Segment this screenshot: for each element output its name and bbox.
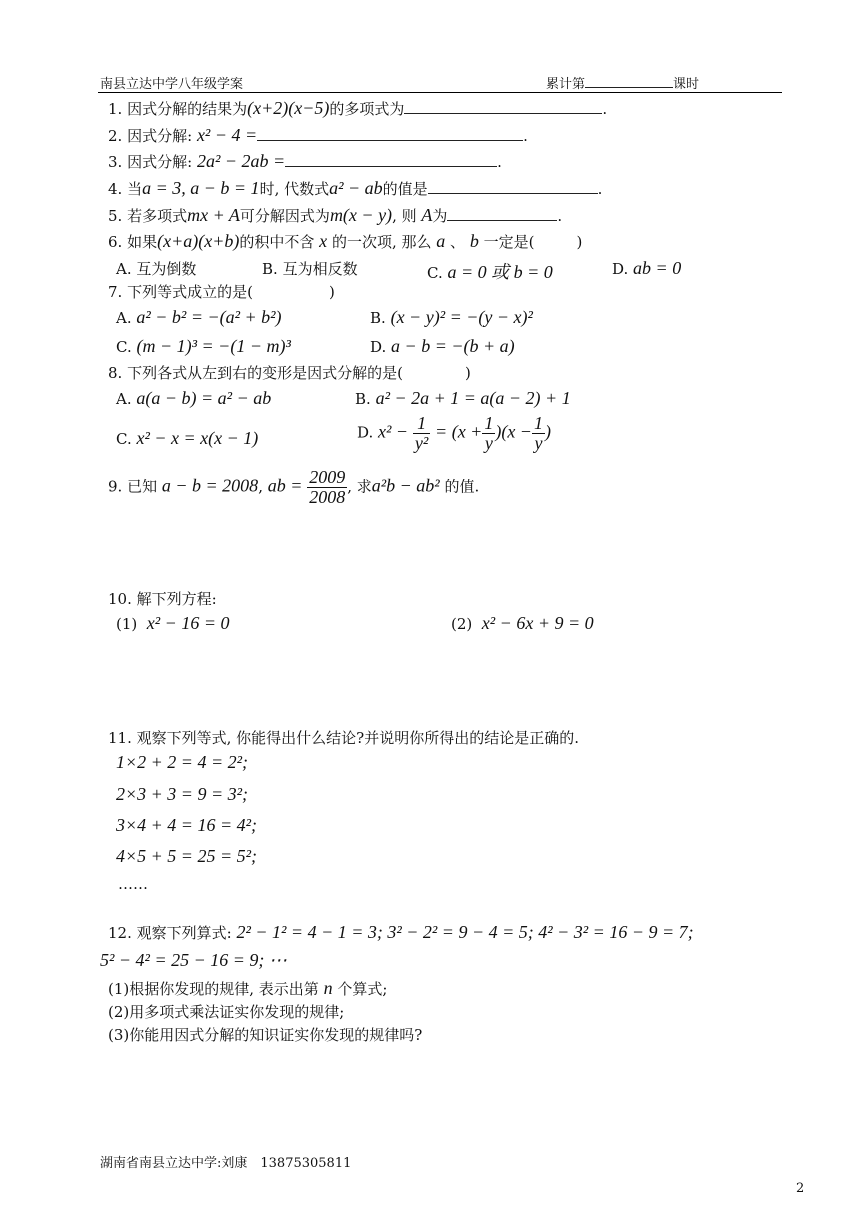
q6-option-c[interactable]: C. a = 0 或 b = 0 xyxy=(427,262,553,282)
lesson-count-blank[interactable] xyxy=(585,73,673,88)
question-2: 2. 因式分解: x² − 4 = . xyxy=(108,125,528,145)
q12-sub-3: (3)你能用因式分解的知识证实你发现的规律吗? xyxy=(108,1026,423,1044)
q7-option-b[interactable]: B. (x − y)² = −(y − x)² xyxy=(370,307,533,327)
q8-option-a[interactable]: A. a(a − b) = a² − ab xyxy=(116,388,272,408)
header-school: 南县立达中学八年级学案 xyxy=(100,77,244,92)
q8-option-d[interactable]: D. x² − $\frac{1}{\text{y²}}$ = (x + $\frac{1}{y}$ )(x − $\frac{1}{y}$ ) xyxy=(357,413,551,453)
q8-option-b[interactable]: B. a² − 2a + 1 = a(a − 2) + 1 xyxy=(355,388,571,408)
question-7: 7. 下列等式成立的是( ) xyxy=(108,283,335,301)
fraction: $\frac{1}{\text{y²}}$ xyxy=(414,413,429,453)
header-rule xyxy=(98,92,782,93)
q3-answer-blank[interactable] xyxy=(285,152,497,167)
q5-answer-blank[interactable] xyxy=(447,206,557,221)
question-9: 9. 已知 a − b = 2008, ab = $\frac{2009}{2008}$ , 求a²b − ab² 的值. xyxy=(108,467,480,507)
question-10: 10. 解下列方程: xyxy=(108,590,217,608)
q11-line-2: 2×3 + 3 = 9 = 3²; xyxy=(116,784,248,804)
question-5: 5. 若多项式mx + A可分解因式为m(x − y), 则 A为 . xyxy=(108,205,563,225)
fraction: $\frac{1}{y}$ xyxy=(484,413,494,453)
q1-answer-blank[interactable] xyxy=(404,99,602,114)
q7-option-a[interactable]: A. a² − b² = −(a² + b²) xyxy=(116,307,282,327)
q10-part-1: (1) x² − 16 = 0 xyxy=(116,613,230,633)
question-12: 12. 观察下列算式: 2² − 1² = 4 − 1 = 3; 3² − 2² = 9 − 4 = 5; 4² − 3² = 16 − 9 = 7; xyxy=(108,922,694,942)
q6-option-b[interactable]: B. 互为相反数 xyxy=(262,260,358,278)
q12-sub-1: (1)根据你发现的规律, 表示出第 n 个算式; xyxy=(108,978,388,998)
fraction: $\frac{2009}{2008}$ xyxy=(309,467,346,507)
q6-option-d[interactable]: D. ab = 0 xyxy=(612,258,682,278)
q12-expr-cont: 5² − 4² = 25 − 16 = 9; ⋯ xyxy=(100,950,287,970)
q8-option-c[interactable]: C. x² − x = x(x − 1) xyxy=(116,428,259,448)
q2-answer-blank[interactable] xyxy=(257,126,523,141)
q6-option-a[interactable]: A. 互为倒数 xyxy=(116,260,197,278)
question-11: 11. 观察下列等式, 你能得出什么结论?并说明你所得出的结论是正确的. xyxy=(108,729,579,747)
question-6: 6. 如果(x+a)(x+b)的积中不含 x 的一次项, 那么 a 、 b 一定是( ) xyxy=(108,231,583,251)
q11-ellipsis: …… xyxy=(118,875,148,893)
q4-answer-blank[interactable] xyxy=(428,179,598,194)
q11-line-3: 3×4 + 4 = 16 = 4²; xyxy=(116,815,257,835)
header-lesson-count: 累计第 课时 xyxy=(546,73,699,92)
q11-line-4: 4×5 + 5 = 25 = 5²; xyxy=(116,846,257,866)
q7-option-c[interactable]: C. (m − 1)³ = −(1 − m)³ xyxy=(116,336,291,356)
fraction: $\frac{1}{y}$ xyxy=(533,413,543,453)
q7-option-d[interactable]: D. a − b = −(b + a) xyxy=(370,336,515,356)
question-4: 4. 当a = 3, a − b = 1时, 代数式a² − ab的值是 . xyxy=(108,178,603,198)
footer-author: 湖南省南县立达中学:刘康 13875305811 xyxy=(100,1156,352,1171)
page-number: 2 xyxy=(796,1181,805,1196)
q11-line-1: 1×2 + 2 = 4 = 2²; xyxy=(116,752,248,772)
q10-part-2: (2) x² − 6x + 9 = 0 xyxy=(451,613,594,633)
question-3: 3. 因式分解: 2a² − 2ab = . xyxy=(108,151,502,171)
q12-sub-2: (2)用多项式乘法证实你发现的规律; xyxy=(108,1003,345,1021)
question-8: 8. 下列各式从左到右的变形是因式分解的是( ) xyxy=(108,364,471,382)
question-1: 1. 因式分解的结果为(x+2)(x−5)的多项式为 . xyxy=(108,98,608,118)
